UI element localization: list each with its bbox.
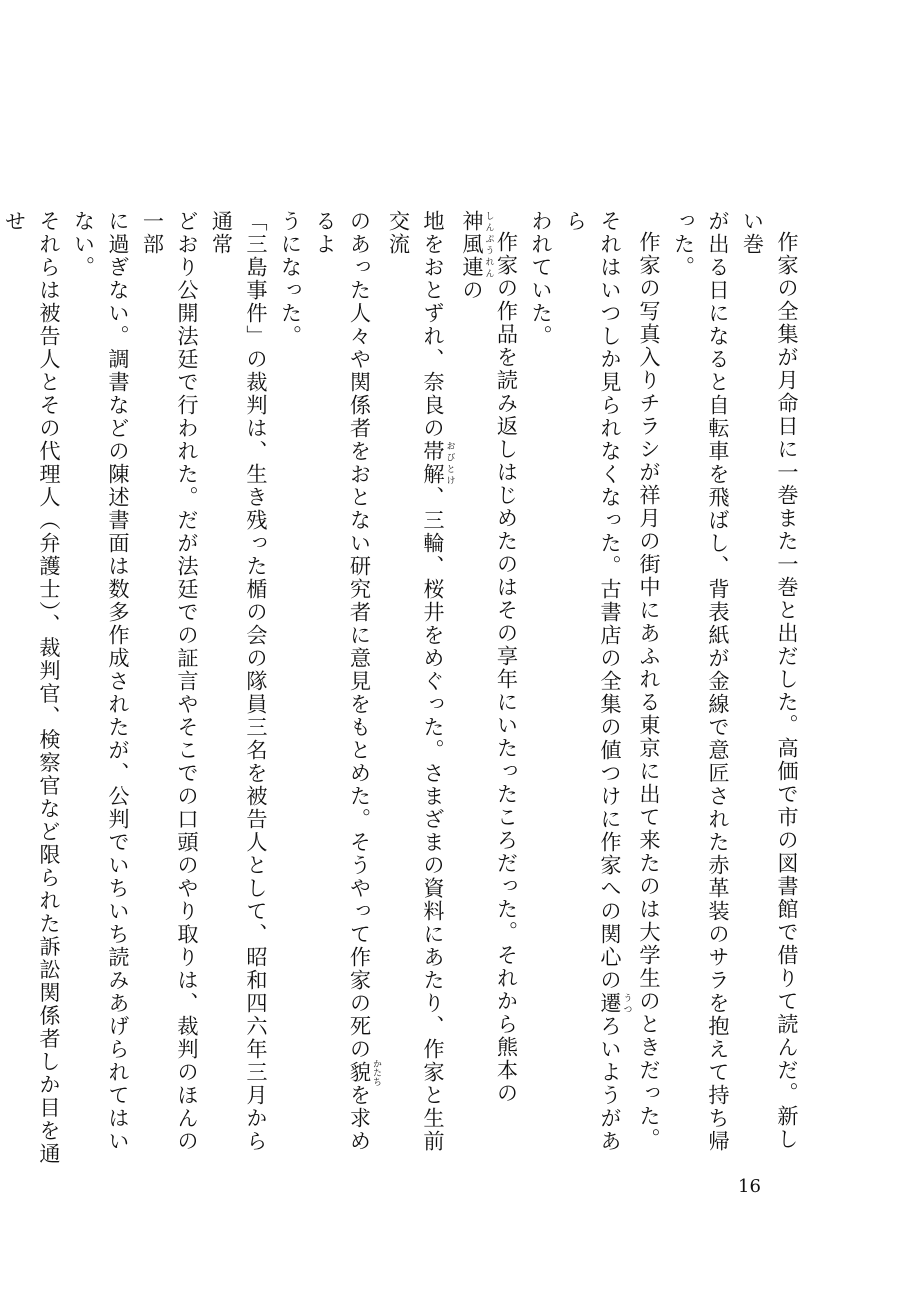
paragraph-p13 bbox=[381, 210, 455, 1170]
ruby-text: 神風連しんぷうれん bbox=[460, 210, 494, 279]
paragraph-p19 bbox=[735, 210, 804, 1170]
text-run: ろいようがあら bbox=[563, 210, 623, 1153]
ruby-text: 帯解おびとけ bbox=[421, 440, 455, 486]
text-run: それはいつしか見られなくなった。古書店の全集の値つけに作家への関心の bbox=[598, 210, 623, 992]
paragraph-p18 bbox=[666, 210, 735, 1170]
ruby-text: 遷うつ bbox=[598, 992, 632, 1015]
paragraph-p10 bbox=[204, 210, 273, 1170]
text-run: を求めるよ bbox=[313, 210, 373, 1153]
paragraph-p16 bbox=[558, 210, 632, 1170]
text-run: 「三島事件」の裁判は、生き残った楯の会の隊員三名を被告人として、昭和四六年三月から通常 bbox=[209, 210, 269, 1153]
text-run: 地をおとずれ、奈良の bbox=[421, 210, 446, 440]
paragraph-p15 bbox=[524, 210, 559, 1170]
paragraph-p14 bbox=[455, 210, 524, 1170]
paragraph-p8 bbox=[66, 210, 135, 1170]
paragraph-p11 bbox=[273, 210, 308, 1170]
paragraph-p9 bbox=[135, 210, 204, 1170]
paragraph-p7 bbox=[0, 210, 66, 1170]
text-run: が出る日になると自転車を飛ばし、背表紙が金線で意匠された赤革装のサラを抱えて持ち帰った。 bbox=[671, 210, 731, 1153]
vertical-text-body bbox=[2, 210, 804, 1170]
text-run: に過ぎない。調書などの陳述書面は数多作成されたが、公判でいちいち読みあげられてはいない。 bbox=[71, 210, 131, 1153]
text-run: 作家の作品を読み返しはじめたのはその享年にいたったころだった。それから熊本の bbox=[494, 231, 520, 1106]
paragraph-p12 bbox=[308, 210, 382, 1170]
paragraph-p17 bbox=[632, 210, 667, 1170]
text-run: 作家の全集が月命日に一巻また一巻と出だした。高価で市の図書館で借りて読んだ。新しい巻 bbox=[740, 210, 800, 1152]
page-number: 16 bbox=[738, 1176, 761, 1197]
text-run: うになった。 bbox=[278, 210, 304, 348]
ruby-text: 貌かたち bbox=[347, 1059, 381, 1086]
text-run: 、三輪、桜井をめぐった。さまざまの資料にあたり、作家と生前交流 bbox=[386, 210, 446, 1153]
text-run: どおり公開法廷で行われた。だが法廷での証言やそこでの口頭のやり取りは、裁判のほんの一部 bbox=[140, 210, 200, 1153]
text-run: の bbox=[460, 279, 485, 302]
text-run: われていた。 bbox=[529, 210, 554, 348]
text-run: のあった人々や関係者をおとない研究者に意見をもとめた。そうやって作家の死の bbox=[347, 210, 373, 1061]
text-run: それらは被告人とその代理人（弁護士）、裁判官、検察官など限られた訴訟関係者しか目を通せ bbox=[2, 210, 62, 1166]
text-run: 作家の写真入りチラシが祥月の街中にあふれる東京に出て来たのは大学生のときだった。 bbox=[637, 231, 662, 1152]
